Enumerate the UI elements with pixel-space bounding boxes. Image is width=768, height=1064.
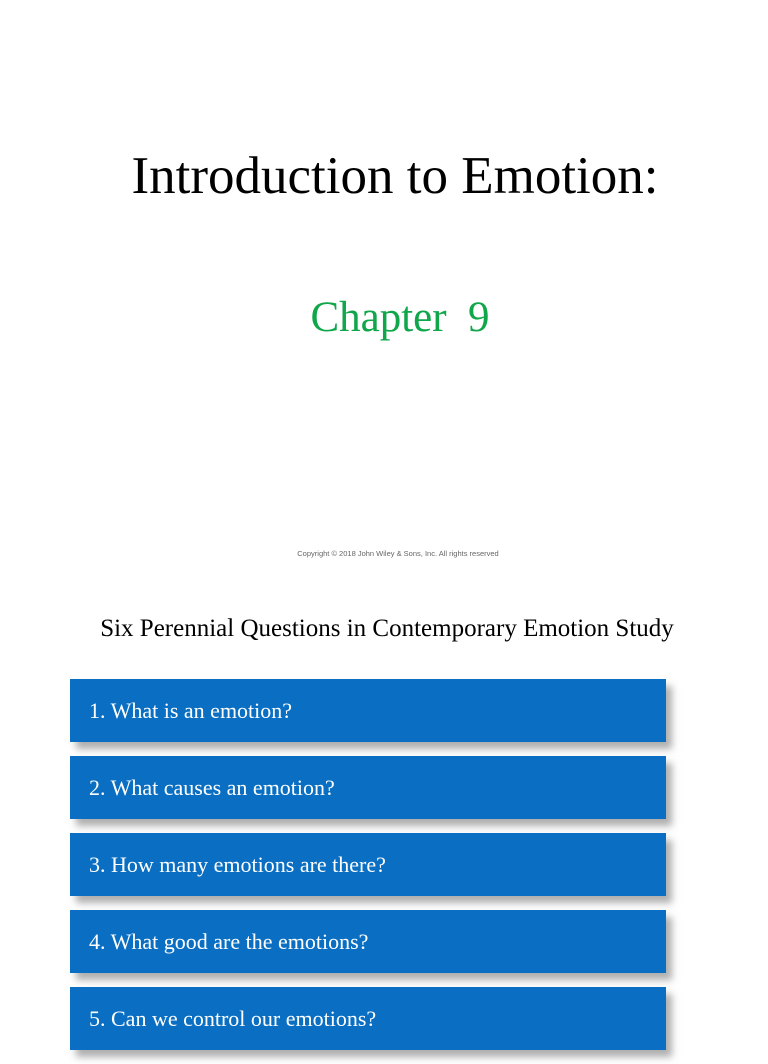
question-box-4: 4. What good are the emotions? [70,910,666,973]
slide-title: Introduction to Emotion: [131,147,659,205]
question-box-2: 2. What causes an emotion? [70,756,666,819]
chapter-subtitle: Chapter 9 [310,294,490,341]
question-box-3: 3. How many emotions are there? [70,833,666,896]
copyright-notice: Copyright © 2018 John Wiley & Sons, Inc. All rights reserved [297,549,499,558]
question-box-5: 5. Can we control our emotions? [70,987,666,1050]
questions-heading: Six Perennial Questions in Contemporary Emotion Study [100,615,674,642]
question-list [70,679,666,1064]
question-box-1: 1. What is an emotion? [70,679,666,742]
